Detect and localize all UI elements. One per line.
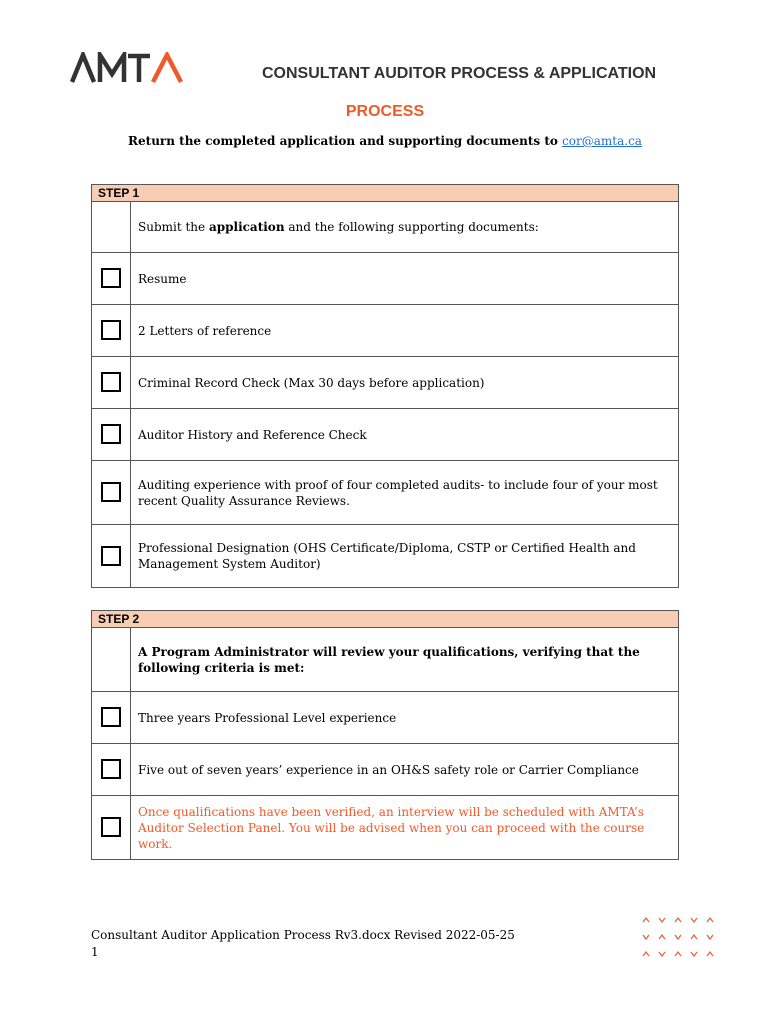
footer-doc-info: Consultant Auditor Application Process Rv3.docx Revised 2022-05-25 [91,928,515,942]
checkbox-resume[interactable] [101,268,121,288]
step1-item-references: 2 Letters of reference [131,305,679,357]
step2-table [91,610,679,860]
section-title: PROCESS [345,103,425,120]
step1-item-resume: Resume [131,253,679,305]
step2-note: Once qualifications have been verified, an interview will be scheduled with AMTA’s Auditor Selection Panel. You will be advised when you can proceed with the course work. [131,796,679,860]
document-title: CONSULTANT AUDITOR PROCESS & APPLICATION [262,65,657,82]
step1-table [91,184,679,588]
step1-item-professional-designation: Professional Designation (OHS Certificate/Diploma, CSTP or Certified Health and Management System Auditor) [131,525,679,588]
step1-header: STEP 1 [92,185,679,202]
checkbox-professional-experience[interactable] [101,707,121,727]
checkbox-auditor-history[interactable] [101,424,121,444]
checkbox-auditing-experience[interactable] [101,482,121,502]
empty-cell [92,202,131,253]
step2-item-safety-role: Five out of seven years’ experience in an OH&S safety role or Carrier Compliance [131,744,679,796]
step2-header: STEP 2 [92,611,679,628]
step1-item-criminal-record: Criminal Record Check (Max 30 days before application) [131,357,679,409]
footer [91,927,515,961]
checkbox-interview[interactable] [101,817,121,837]
chevron-pattern-icon [640,914,720,962]
step2-intro: A Program Administrator will review your qualifications, verifying that the following criteria is met: [131,628,679,692]
checkbox-criminal-record[interactable] [101,372,121,392]
step1-item-auditor-history: Auditor History and Reference Check [131,409,679,461]
empty-cell [92,628,131,692]
email-link[interactable]: cor@amta.ca [562,134,642,148]
step2-item-professional-experience: Three years Professional Level experience [131,692,679,744]
step1-item-auditing-experience: Auditing experience with proof of four completed audits- to include four of your most recent Quality Assurance Reviews. [131,461,679,525]
amta-logo [70,52,186,84]
checkbox-professional-designation[interactable] [101,546,121,566]
checkbox-references[interactable] [101,320,121,340]
checkbox-safety-role[interactable] [101,759,121,779]
instruction-text: Return the completed application and supporting documents to [128,134,563,148]
return-instruction [0,134,770,148]
page-number: 1 [91,945,99,959]
step1-intro: Submit the application and the following supporting documents: [131,202,679,253]
